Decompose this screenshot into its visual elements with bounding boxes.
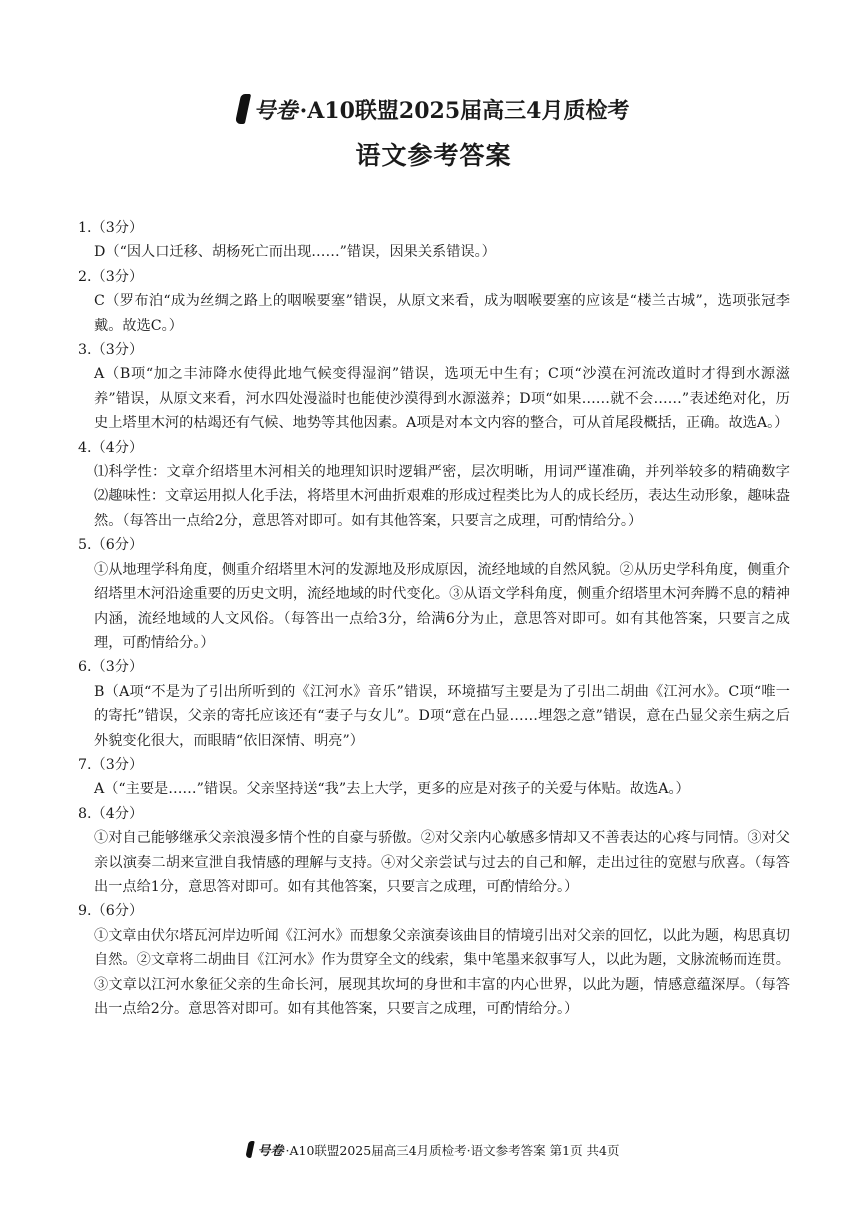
brand-logo-icon: [234, 94, 250, 124]
answer-text: C（罗布泊“成为丝绸之路上的咽喉要塞”错误，从原文来看，成为咽喉要塞的应该是“楼兰古城”，选项张冠李戴。故选C。）: [94, 293, 790, 334]
brand-logo-icon: [246, 1141, 256, 1158]
answer-text: A（B项“加之丰沛降水使得此地气候变得湿润”错误，选项无中生有；C项“沙漠在河流改道时才得到水源滋养”错误，从原文来看，河水四处漫溢时也能使沙漠得到水源滋养；D项“如果……就不会……”表述绝对化，历史上塔里木河的枯竭还有气候、地势等其他因素。A项是对本文内容的整合，可从首尾段概括，正确。故选A。）: [94, 366, 790, 432]
answer-item: [78, 655, 790, 753]
answer-item: [78, 338, 790, 436]
footer-text: ·A10联盟2025届高三4月质检考·语文参考答案 第1页 共4页: [285, 1142, 620, 1158]
answer-text: ①对自己能够继承父亲浪漫多情个性的自豪与骄傲。②对父亲内心敏感多情却又不善表达的心疼与同情。③对父亲以演奏二胡来宣泄自我情感的理解与支持。④对父亲尝试与过去的自己和解，走出过往的宽慰与欣喜。（每答出一点给1分，意思答对即可。如有其他答案，只要言之成理，可酌情给分。）: [94, 830, 790, 895]
answer-item: [78, 753, 790, 802]
exam-title-row: [0, 92, 867, 126]
question-number: 9.（6分）: [78, 903, 144, 920]
answer-text: ①从地理学科角度，侧重介绍塔里木河的发源地及形成原因，流经地域的自然风貌。②从历史学科角度，侧重介绍塔里木河沿途重要的历史文明，流经地域的时代变化。③从语文学科角度，侧重介绍塔里木河奔腾不息的精神内涵，流经地域的人文风俗。（每答出一点给3分，给满6分为止，意思答对即可。如有其他答案，只要言之成理，可酌情给分。）: [94, 561, 790, 651]
question-number: 2.（3分）: [78, 268, 144, 285]
exam-title: ·A10联盟2025届高三4月质检考: [299, 97, 630, 124]
question-number: 6.（3分）: [78, 659, 144, 676]
answer-item: [78, 216, 790, 265]
answer-text: ①文章由伏尔塔瓦河岸边听闻《江河水》而想象父亲演奏该曲目的情境引出对父亲的回忆，以此为题，构思真切自然。②文章将二胡曲目《江河水》作为贯穿全文的线索，集中笔墨来叙事写人，以此为题，文脉流畅而连贯。③文章以江河水象征父亲的生命长河，展现其坎坷的身世和丰富的内心世界，以此为题，情感意蕴深厚。（每答出一点给2分。意思答对即可。如有其他答案，只要言之成理，可酌情给分。）: [94, 927, 790, 1017]
answer-item: [78, 533, 790, 655]
answer-text: B（A项“不是为了引出所听到的《江河水》音乐”错误，环境描写主要是为了引出二胡曲《江河水》。C项“唯一的寄托”错误，父亲的寄托应该还有“妻子与女儿”。D项“意在凸显……埋怨之意”错误，意在凸显父亲生病之后外貌变化很大，而眼睛“依旧深情、明亮”）: [94, 683, 790, 749]
page-header: [0, 92, 867, 172]
question-number: 7.（3分）: [78, 756, 144, 773]
brand-name: 号卷: [253, 97, 298, 124]
answer-text: A（“主要是……”错误。父亲坚持送“我”去上大学，更多的应是对孩子的关爱与体贴。故选A。）: [94, 781, 690, 798]
answer-item: [78, 265, 790, 338]
answer-item: [78, 436, 790, 534]
answer-item: [78, 802, 790, 900]
answer-text: ⑴科学性：文章介绍塔里木河相关的地理知识时逻辑严密，层次明晰，用词严谨准确，并列举较多的精确数字 ⑵趣味性：文章运用拟人化手法，将塔里木河曲折艰难的形成过程类比为人的成长经历，表达生动形象，趣味盎然。（每答出一点给2分，意思答对即可。如有其他答案，只要言之成理，可酌情给分。）: [94, 464, 790, 529]
page-footer: [0, 1140, 867, 1159]
question-number: 4.（4分）: [78, 439, 144, 456]
answer-item: [78, 899, 790, 1021]
question-number: 1.（3分）: [78, 220, 144, 236]
document-title: 语文参考答案: [355, 141, 512, 170]
footer-brand-name: 号卷: [257, 1144, 284, 1159]
answer-list: [78, 216, 790, 1021]
question-number: 5.（6分）: [78, 537, 144, 554]
question-number: 8.（4分）: [78, 805, 144, 822]
answer-text: D（“因人口迁移、胡杨死亡而出现……”错误，因果关系错误。）: [94, 244, 496, 261]
question-number: 3.（3分）: [78, 342, 144, 359]
